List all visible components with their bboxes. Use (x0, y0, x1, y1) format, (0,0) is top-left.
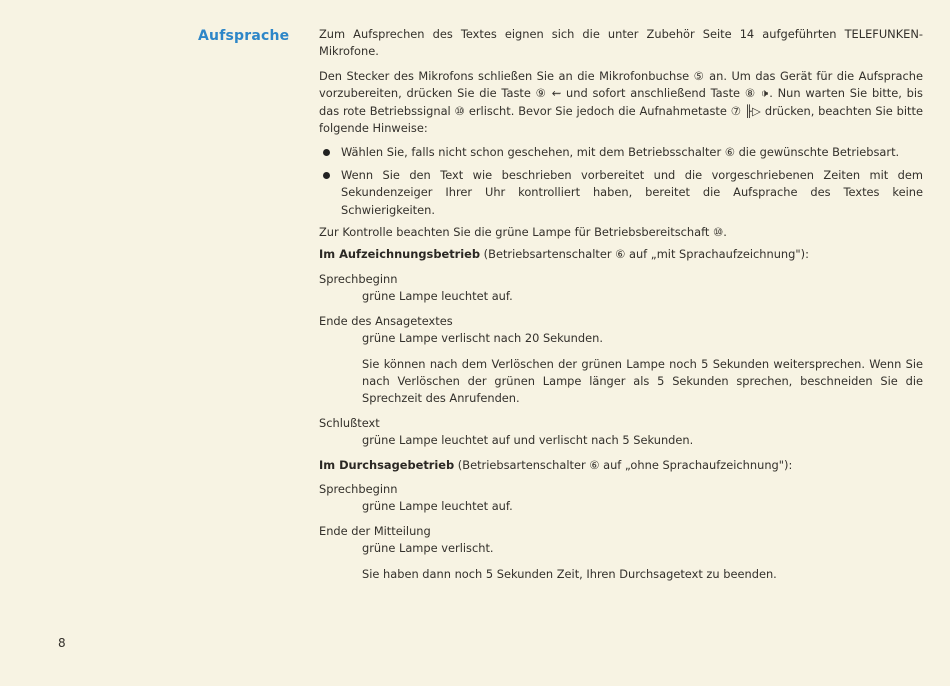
section-title: Aufsprache (198, 28, 290, 44)
bullet-text: Wenn Sie den Text wie beschrieben vorbereitet und die vorgeschriebenen Zeiten mit dem Sekundenzeiger Ihrer Uhr kontrolliert haben, bereitet die Aufsprache des Textes keine Schwierigkeiten. (341, 167, 923, 217)
recording-mode-heading (319, 246, 923, 263)
heading-bold: Im Durchsagebetrieb (319, 457, 455, 472)
page-number: 8 (58, 636, 66, 650)
heading-bold: Im Aufzeichnungsbetrieb (319, 247, 481, 262)
entry-label: Ende der Mitteilung (319, 523, 431, 538)
entry-line: Sie können nach dem Verlöschen der grünen Lampe noch 5 Sekunden weitersprechen. Wenn Sie nach Verlöschen der grünen Lampe länger als 5 Sekunden sprechen, beschneiden Sie die Sprechzeit des Anrufenden. (362, 356, 923, 406)
entry-line: Sie haben dann noch 5 Sekunden Zeit, Ihren Durchsagetext zu beenden. (362, 566, 777, 581)
setup-paragraph: Den Stecker des Mikrofons schließen Sie an die Mikrofonbuchse ⑤ an. Um das Gerät für die Aufsprache vorzubereiten, drücken Sie die Taste ⑨ ⇜ und sofort anschließend Taste ⑧ 🕩. Nun warten Sie bitte, bis das rote Betriebssignal ⑩ erlischt. Bevor Sie jedoch die Aufnahmetaste ⑦ ╟▷ drücken, beachten Sie bitte folgende Hinweise: (319, 68, 923, 136)
bullet-item (319, 167, 923, 219)
bullet-text: Wählen Sie, falls nicht schon geschehen, mit dem Betriebsschalter ⑥ die gewünschte Betriebsart. (341, 145, 900, 160)
control-paragraph: Zur Kontrolle beachten Sie die grüne Lampe für Betriebsbereitschaft ⑩. (319, 225, 727, 240)
body-column (319, 26, 923, 590)
heading-rest: (Betriebsartenschalter ⑥ auf „mit Sprachaufzeichnung"): (480, 247, 809, 262)
entry-ende-mitteilung (319, 523, 923, 583)
entry-label: Ende des Ansagetextes (319, 313, 453, 328)
entry-label: Sprechbeginn (319, 271, 398, 286)
bullet-dot-icon (323, 172, 330, 179)
entry-label: Sprechbeginn (319, 481, 398, 496)
heading-rest: (Betriebsartenschalter ⑥ auf „ohne Sprachaufzeichnung"): (454, 457, 793, 472)
bullet-dot-icon (323, 149, 330, 156)
entry-label: Schlußtext (319, 415, 380, 430)
entry-ende-ansagetext (319, 313, 923, 408)
entry-line: grüne Lampe verlischt nach 20 Sekunden. (362, 331, 603, 346)
entry-sprechbeginn-2 (319, 481, 923, 516)
announcement-mode-heading (319, 457, 923, 474)
entry-line: grüne Lampe leuchtet auf. (362, 289, 513, 304)
entry-line: grüne Lampe verlischt. (362, 541, 494, 556)
entry-line: grüne Lampe leuchtet auf. (362, 499, 513, 514)
entry-line: grüne Lampe leuchtet auf und verlischt nach 5 Sekunden. (362, 433, 694, 448)
bullet-item (319, 144, 923, 161)
entry-schlusstext (319, 415, 923, 450)
intro-paragraph: Zum Aufsprechen des Textes eignen sich die unter Zubehör Seite 14 aufgeführten TELEFUNKEN-Mikrofone. (319, 27, 923, 59)
entry-sprechbeginn (319, 271, 923, 306)
